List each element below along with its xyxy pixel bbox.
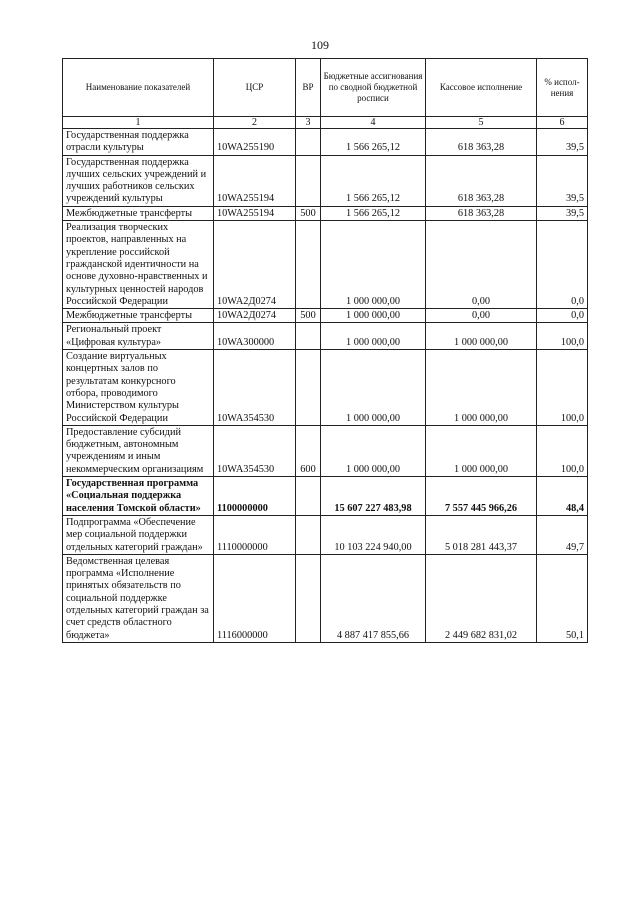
column-number: 3 — [296, 117, 321, 129]
row-percent: 39,5 — [537, 129, 588, 156]
row-csr-code: 1100000000 — [214, 477, 296, 516]
column-number: 5 — [426, 117, 537, 129]
row-percent: 100,0 — [537, 350, 588, 426]
table-row — [63, 554, 588, 642]
column-number-row — [63, 117, 588, 129]
column-number: 2 — [214, 117, 296, 129]
row-cash-amount: 7 557 445 966,26 — [426, 477, 537, 516]
row-csr-code: 10WA2Д0274 — [214, 309, 296, 323]
table-row — [63, 155, 588, 206]
row-budget-amount: 1 000 000,00 — [321, 350, 426, 426]
row-name: Государственная программа «Социальная поддержка населения Томской области» — [63, 477, 214, 516]
row-budget-amount: 1 566 265,12 — [321, 206, 426, 220]
row-cash-amount: 5 018 281 443,37 — [426, 515, 537, 554]
column-number: 6 — [537, 117, 588, 129]
row-budget-amount: 1 000 000,00 — [321, 309, 426, 323]
table-row — [63, 425, 588, 476]
row-percent: 100,0 — [537, 425, 588, 476]
header-cash: Кассовое исполнение — [426, 59, 537, 117]
header-name: Наименование показателей — [63, 59, 214, 117]
row-csr-code: 10WA300000 — [214, 323, 296, 350]
row-vr-code — [296, 323, 321, 350]
row-csr-code: 1110000000 — [214, 515, 296, 554]
row-name: Межбюджетные трансферты — [63, 206, 214, 220]
row-vr-code: 600 — [296, 425, 321, 476]
row-percent: 0,0 — [537, 309, 588, 323]
row-cash-amount: 618 363,28 — [426, 206, 537, 220]
row-vr-code — [296, 155, 321, 206]
row-cash-amount: 2 449 682 831,02 — [426, 554, 537, 642]
budget-execution-table — [62, 58, 588, 643]
column-number: 4 — [321, 117, 426, 129]
row-budget-amount: 15 607 227 483,98 — [321, 477, 426, 516]
row-budget-amount: 1 566 265,12 — [321, 155, 426, 206]
row-budget-amount: 1 000 000,00 — [321, 323, 426, 350]
row-vr-code — [296, 129, 321, 156]
row-csr-code: 10WA354530 — [214, 425, 296, 476]
header-budget: Бюджетные ассигнования по сводной бюджетной росписи — [321, 59, 426, 117]
row-cash-amount: 618 363,28 — [426, 155, 537, 206]
row-csr-code: 1116000000 — [214, 554, 296, 642]
row-csr-code: 10WA255194 — [214, 155, 296, 206]
row-name: Создание виртуальных концертных залов по результатам конкурсного отбора, проводимого Министерством культуры Российской Федерации — [63, 350, 214, 426]
row-budget-amount: 1 000 000,00 — [321, 221, 426, 309]
row-percent: 39,5 — [537, 155, 588, 206]
column-number: 1 — [63, 117, 214, 129]
table-row — [63, 323, 588, 350]
row-vr-code — [296, 477, 321, 516]
table-body — [63, 129, 588, 643]
row-name: Подпрограмма «Обеспечение мер социальной поддержки отдельных категорий граждан» — [63, 515, 214, 554]
row-percent: 100,0 — [537, 323, 588, 350]
row-csr-code: 10WA255190 — [214, 129, 296, 156]
row-cash-amount: 1 000 000,00 — [426, 350, 537, 426]
table-row — [63, 309, 588, 323]
row-percent: 0,0 — [537, 221, 588, 309]
table-row — [63, 477, 588, 516]
header-percent: % испол-нения — [537, 59, 588, 117]
row-csr-code: 10WA354530 — [214, 350, 296, 426]
table-row — [63, 206, 588, 220]
row-csr-code: 10WA255194 — [214, 206, 296, 220]
header-row — [63, 59, 588, 117]
table-row — [63, 221, 588, 309]
row-cash-amount: 618 363,28 — [426, 129, 537, 156]
row-cash-amount: 1 000 000,00 — [426, 323, 537, 350]
row-percent: 50,1 — [537, 554, 588, 642]
row-name: Реализация творческих проектов, направленных на укрепление российской гражданской идентичности на основе духовно-нравственных и культурных ценностей народов Российской Федерации — [63, 221, 214, 309]
row-cash-amount: 1 000 000,00 — [426, 425, 537, 476]
page-number: 109 — [311, 38, 329, 52]
row-budget-amount: 1 000 000,00 — [321, 425, 426, 476]
header-vr: ВР — [296, 59, 321, 117]
row-cash-amount: 0,00 — [426, 309, 537, 323]
row-budget-amount: 4 887 417 855,66 — [321, 554, 426, 642]
row-name: Ведомственная целевая программа «Исполнение принятых обязательств по социальной поддержке отдельных категорий граждан за счет средств областного бюджета» — [63, 554, 214, 642]
row-name: Межбюджетные трансферты — [63, 309, 214, 323]
row-vr-code — [296, 554, 321, 642]
row-budget-amount: 10 103 224 940,00 — [321, 515, 426, 554]
row-vr-code — [296, 221, 321, 309]
row-name: Региональный проект «Цифровая культура» — [63, 323, 214, 350]
row-vr-code: 500 — [296, 309, 321, 323]
header-csr: ЦСР — [214, 59, 296, 117]
row-name: Государственная поддержка отрасли культуры — [63, 129, 214, 156]
row-vr-code: 500 — [296, 206, 321, 220]
row-vr-code — [296, 350, 321, 426]
table-row — [63, 515, 588, 554]
row-csr-code: 10WA2Д0274 — [214, 221, 296, 309]
row-percent: 39,5 — [537, 206, 588, 220]
table-row — [63, 350, 588, 426]
row-name: Государственная поддержка лучших сельских учреждений и лучших работников сельских учреждений культуры — [63, 155, 214, 206]
row-name: Предоставление субсидий бюджетным, автономным учреждениям и иным некоммерческим организациям — [63, 425, 214, 476]
row-percent: 48,4 — [537, 477, 588, 516]
row-budget-amount: 1 566 265,12 — [321, 129, 426, 156]
row-cash-amount: 0,00 — [426, 221, 537, 309]
row-vr-code — [296, 515, 321, 554]
table-row — [63, 129, 588, 156]
row-percent: 49,7 — [537, 515, 588, 554]
